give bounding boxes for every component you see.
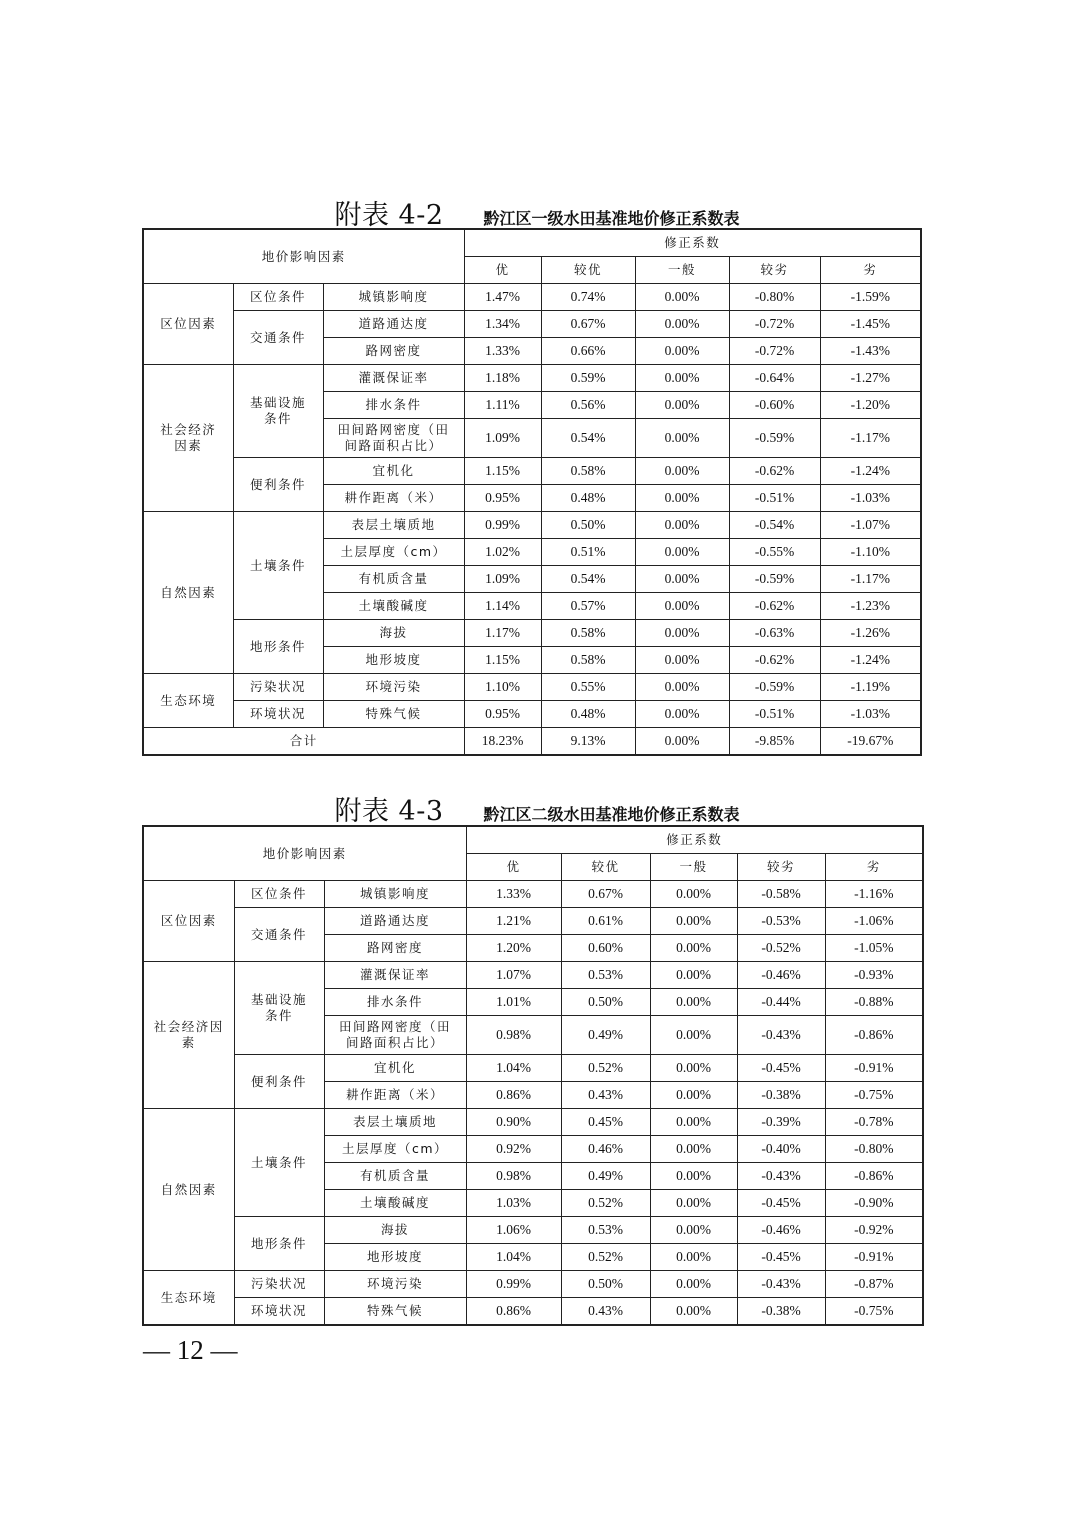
factor-name: 田间路网密度（田 间路面积占比）: [323, 419, 464, 458]
table-row: [143, 1055, 923, 1082]
coefficient-value: -0.59%: [729, 566, 820, 593]
header-factor: 地价影响因素: [143, 229, 464, 284]
coefficient-value: 0.00%: [650, 881, 737, 908]
coefficient-value: 0.00%: [650, 962, 737, 989]
factor-name: 灌溉保证率: [324, 962, 466, 989]
table-title-4-3: [0, 789, 1074, 828]
table-row: [143, 674, 921, 701]
coefficient-value: -0.59%: [729, 419, 820, 458]
coefficient-value: 0.00%: [635, 458, 729, 485]
coefficient-value: 1.14%: [464, 593, 541, 620]
factor-subgroup: 地形条件: [233, 620, 323, 674]
coefficient-value: -0.91%: [825, 1244, 923, 1271]
coefficient-value: 1.33%: [464, 338, 541, 365]
coefficient-value: 0.50%: [541, 512, 635, 539]
factor-name: 地形坡度: [324, 1244, 466, 1271]
coefficient-value: 0.67%: [541, 311, 635, 338]
coefficient-value: -0.87%: [825, 1271, 923, 1298]
factor-subgroup: 环境状况: [233, 701, 323, 728]
factor-name: 排水条件: [324, 989, 466, 1016]
coefficient-value: 0.00%: [650, 1055, 737, 1082]
coefficient-value: -0.44%: [737, 989, 825, 1016]
coefficient-value: -1.43%: [820, 338, 921, 365]
coefficient-value: 0.00%: [635, 701, 729, 728]
coefficient-value: -0.51%: [729, 701, 820, 728]
coefficient-value: -1.06%: [825, 908, 923, 935]
factor-name: 土壤酸碱度: [324, 1190, 466, 1217]
factor-name: 有机质含量: [324, 1163, 466, 1190]
coefficient-value: -0.62%: [729, 647, 820, 674]
coefficient-value: 0.00%: [635, 338, 729, 365]
coefficient-value: 0.00%: [650, 1163, 737, 1190]
coefficient-value: -0.52%: [737, 935, 825, 962]
coefficient-value: -0.38%: [737, 1082, 825, 1109]
coefficient-value: 0.00%: [635, 674, 729, 701]
factor-subgroup: 土壤条件: [234, 1109, 324, 1217]
coefficient-value: -0.80%: [729, 284, 820, 311]
factor-subgroup: 区位条件: [234, 881, 324, 908]
coefficient-value: 1.03%: [466, 1190, 561, 1217]
table-row: [143, 1109, 923, 1136]
coefficient-value: 0.00%: [635, 593, 729, 620]
coefficient-value: -0.63%: [729, 620, 820, 647]
table-row: [143, 1217, 923, 1244]
table-name: 黔江区二级水田基准地价修正系数表: [483, 805, 740, 824]
total-value: 18.23%: [464, 728, 541, 756]
coefficient-value: -0.55%: [729, 539, 820, 566]
coefficient-value: 0.86%: [466, 1082, 561, 1109]
factor-group: 社会经济因 素: [143, 962, 234, 1109]
coefficient-value: -0.92%: [825, 1217, 923, 1244]
coefficient-value: 0.54%: [541, 566, 635, 593]
factor-subgroup: 区位条件: [233, 284, 323, 311]
coefficient-value: 0.66%: [541, 338, 635, 365]
factor-name: 海拔: [323, 620, 464, 647]
coefficient-value: 0.51%: [541, 539, 635, 566]
header-factor: 地价影响因素: [143, 826, 466, 881]
table-number: 附表 4-3: [334, 796, 444, 827]
factor-name: 环境污染: [323, 674, 464, 701]
coefficient-value: 0.58%: [541, 620, 635, 647]
table-number: 附表 4-2: [334, 200, 444, 231]
coefficient-value: -1.26%: [820, 620, 921, 647]
coefficient-value: -1.45%: [820, 311, 921, 338]
coefficient-value: 0.58%: [541, 647, 635, 674]
coefficient-value: 0.52%: [561, 1244, 650, 1271]
factor-subgroup: 便利条件: [234, 1055, 324, 1109]
factor-subgroup: 污染状况: [233, 674, 323, 701]
coefficient-value: 0.61%: [561, 908, 650, 935]
factor-name: 土层厚度（cm）: [323, 539, 464, 566]
factor-name: 环境污染: [324, 1271, 466, 1298]
factor-subgroup: 土壤条件: [233, 512, 323, 620]
coefficient-value: 1.17%: [464, 620, 541, 647]
factor-name: 宜机化: [324, 1055, 466, 1082]
header-coefficient: 修正系数: [466, 826, 923, 854]
factor-name: 排水条件: [323, 392, 464, 419]
coefficient-value: 0.43%: [561, 1082, 650, 1109]
coefficient-value: 0.50%: [561, 989, 650, 1016]
coefficient-value: -0.72%: [729, 338, 820, 365]
coefficient-value: -0.45%: [737, 1055, 825, 1082]
factor-name: 特殊气候: [323, 701, 464, 728]
factor-name: 地形坡度: [323, 647, 464, 674]
coefficient-value: -0.93%: [825, 962, 923, 989]
coefficient-value: 0.46%: [561, 1136, 650, 1163]
coefficient-value: -0.43%: [737, 1016, 825, 1055]
header-coefficient: 修正系数: [464, 229, 921, 257]
coefficient-value: 0.00%: [650, 1136, 737, 1163]
coefficient-value: -1.05%: [825, 935, 923, 962]
header-level: 较优: [561, 854, 650, 881]
coefficient-value: 0.53%: [561, 1217, 650, 1244]
coefficient-value: 0.00%: [635, 539, 729, 566]
factor-name: 海拔: [324, 1217, 466, 1244]
coefficient-value: -0.40%: [737, 1136, 825, 1163]
coefficient-value: -0.46%: [737, 1217, 825, 1244]
coefficient-value: 0.00%: [635, 365, 729, 392]
coefficient-value: -0.39%: [737, 1109, 825, 1136]
factor-name: 田间路网密度（田 间路面积占比）: [324, 1016, 466, 1055]
coefficient-value: 0.95%: [464, 485, 541, 512]
coefficient-value: 0.00%: [650, 989, 737, 1016]
coefficient-value: 0.55%: [541, 674, 635, 701]
coefficient-value: 0.00%: [635, 311, 729, 338]
coefficient-value: 0.00%: [650, 1016, 737, 1055]
coefficient-value: 0.48%: [541, 485, 635, 512]
coefficient-value: -0.75%: [825, 1082, 923, 1109]
factor-name: 道路通达度: [324, 908, 466, 935]
table-row: [143, 908, 923, 935]
total-label: 合计: [143, 728, 464, 756]
factor-name: 特殊气候: [324, 1298, 466, 1326]
factor-subgroup: 基础设施 条件: [233, 365, 323, 458]
header-level: 一般: [635, 257, 729, 284]
coefficient-value: 0.99%: [464, 512, 541, 539]
factor-name: 城镇影响度: [324, 881, 466, 908]
coefficient-value: -1.24%: [820, 647, 921, 674]
coefficient-value: 1.15%: [464, 647, 541, 674]
factor-subgroup: 环境状况: [234, 1298, 324, 1326]
header-level: 优: [464, 257, 541, 284]
coefficient-value: 0.00%: [635, 512, 729, 539]
coefficient-value: 0.00%: [650, 1190, 737, 1217]
total-row: [143, 728, 921, 756]
table-row: [143, 458, 921, 485]
coefficient-value: 0.00%: [650, 1244, 737, 1271]
coefficient-value: 0.53%: [561, 962, 650, 989]
factor-subgroup: 污染状况: [234, 1271, 324, 1298]
coefficient-value: -1.03%: [820, 485, 921, 512]
coefficient-value: 0.00%: [650, 1298, 737, 1326]
coefficient-value: 0.52%: [561, 1055, 650, 1082]
coefficient-value: -0.58%: [737, 881, 825, 908]
coefficient-value: 0.92%: [466, 1136, 561, 1163]
coefficient-value: 1.18%: [464, 365, 541, 392]
coefficient-value: -0.64%: [729, 365, 820, 392]
factor-subgroup: 交通条件: [234, 908, 324, 962]
factor-group: 生态环境: [143, 1271, 234, 1326]
coefficient-value: -0.86%: [825, 1016, 923, 1055]
coefficient-value: 0.90%: [466, 1109, 561, 1136]
table-row: [143, 311, 921, 338]
coefficient-value: -1.17%: [820, 566, 921, 593]
coefficient-value: 0.00%: [635, 284, 729, 311]
coefficient-value: -0.80%: [825, 1136, 923, 1163]
coefficient-value: -1.17%: [820, 419, 921, 458]
coefficient-value: 0.48%: [541, 701, 635, 728]
coefficient-value: 0.00%: [650, 935, 737, 962]
coefficient-value: 0.43%: [561, 1298, 650, 1326]
table-row: [143, 284, 921, 311]
coefficient-value: 0.98%: [466, 1016, 561, 1055]
coefficient-value: 0.67%: [561, 881, 650, 908]
table-row: [143, 962, 923, 989]
coefficient-value: 0.00%: [650, 1271, 737, 1298]
total-value: 0.00%: [635, 728, 729, 756]
table-row: [143, 512, 921, 539]
table-row: [143, 620, 921, 647]
coefficient-value: 1.04%: [466, 1055, 561, 1082]
coefficient-value: 0.00%: [650, 1082, 737, 1109]
factor-name: 表层土壤质地: [324, 1109, 466, 1136]
coefficient-value: -0.91%: [825, 1055, 923, 1082]
page-number: — 12 —: [143, 1335, 238, 1365]
factor-group: 区位因素: [143, 881, 234, 962]
coefficient-value: -0.60%: [729, 392, 820, 419]
coefficient-value: 0.00%: [635, 419, 729, 458]
coefficient-value: -1.19%: [820, 674, 921, 701]
coefficient-value: 0.50%: [561, 1271, 650, 1298]
factor-group: 生态环境: [143, 674, 233, 728]
coefficient-table-4-3: [142, 825, 924, 1326]
coefficient-value: -1.23%: [820, 593, 921, 620]
coefficient-value: -0.59%: [729, 674, 820, 701]
coefficient-value: 1.09%: [464, 419, 541, 458]
header-level: 较劣: [729, 257, 820, 284]
factor-subgroup: 便利条件: [233, 458, 323, 512]
factor-name: 城镇影响度: [323, 284, 464, 311]
coefficient-value: -0.62%: [729, 458, 820, 485]
coefficient-value: 1.20%: [466, 935, 561, 962]
coefficient-value: 0.00%: [650, 1109, 737, 1136]
coefficient-value: -0.45%: [737, 1190, 825, 1217]
coefficient-value: 1.07%: [466, 962, 561, 989]
header-level: 劣: [825, 854, 923, 881]
coefficient-value: 1.21%: [466, 908, 561, 935]
header-level: 劣: [820, 257, 921, 284]
factor-name: 耕作距离（米）: [323, 485, 464, 512]
header-level: 较优: [541, 257, 635, 284]
coefficient-value: 1.34%: [464, 311, 541, 338]
coefficient-value: -1.03%: [820, 701, 921, 728]
coefficient-value: 0.00%: [635, 647, 729, 674]
table-row: [143, 701, 921, 728]
coefficient-value: -1.20%: [820, 392, 921, 419]
coefficient-value: 0.00%: [650, 1217, 737, 1244]
coefficient-value: -0.78%: [825, 1109, 923, 1136]
total-value: -19.67%: [820, 728, 921, 756]
coefficient-value: -0.72%: [729, 311, 820, 338]
header-level: 优: [466, 854, 561, 881]
coefficient-value: 0.00%: [635, 485, 729, 512]
coefficient-value: -0.51%: [729, 485, 820, 512]
coefficient-value: -0.38%: [737, 1298, 825, 1326]
coefficient-value: 0.59%: [541, 365, 635, 392]
total-value: 9.13%: [541, 728, 635, 756]
coefficient-value: -0.43%: [737, 1163, 825, 1190]
coefficient-value: 1.11%: [464, 392, 541, 419]
factor-name: 土层厚度（cm）: [324, 1136, 466, 1163]
factor-name: 土壤酸碱度: [323, 593, 464, 620]
factor-group: 社会经济 因素: [143, 365, 233, 512]
factor-group: 区位因素: [143, 284, 233, 365]
factor-subgroup: 基础设施 条件: [234, 962, 324, 1055]
coefficient-value: 0.45%: [561, 1109, 650, 1136]
factor-subgroup: 地形条件: [234, 1217, 324, 1271]
coefficient-value: 0.00%: [635, 392, 729, 419]
header-row: [143, 229, 921, 257]
factor-name: 道路通达度: [323, 311, 464, 338]
coefficient-value: 0.95%: [464, 701, 541, 728]
coefficient-value: 0.49%: [561, 1016, 650, 1055]
coefficient-value: 0.00%: [650, 908, 737, 935]
coefficient-value: 0.54%: [541, 419, 635, 458]
coefficient-value: -0.45%: [737, 1244, 825, 1271]
coefficient-value: -0.88%: [825, 989, 923, 1016]
coefficient-value: -0.75%: [825, 1298, 923, 1326]
factor-name: 耕作距离（米）: [324, 1082, 466, 1109]
coefficient-value: 1.02%: [464, 539, 541, 566]
coefficient-value: 1.04%: [466, 1244, 561, 1271]
coefficient-value: 0.58%: [541, 458, 635, 485]
header-level: 一般: [650, 854, 737, 881]
coefficient-value: -1.16%: [825, 881, 923, 908]
coefficient-value: 0.99%: [466, 1271, 561, 1298]
coefficient-value: -0.53%: [737, 908, 825, 935]
factor-name: 灌溉保证率: [323, 365, 464, 392]
coefficient-value: 0.60%: [561, 935, 650, 962]
coefficient-value: -1.24%: [820, 458, 921, 485]
coefficient-value: 0.56%: [541, 392, 635, 419]
factor-name: 宜机化: [323, 458, 464, 485]
header-level: 较劣: [737, 854, 825, 881]
coefficient-value: -0.86%: [825, 1163, 923, 1190]
coefficient-value: -0.54%: [729, 512, 820, 539]
coefficient-value: 1.01%: [466, 989, 561, 1016]
coefficient-value: 0.52%: [561, 1190, 650, 1217]
coefficient-value: 0.00%: [635, 620, 729, 647]
coefficient-value: 1.47%: [464, 284, 541, 311]
table-row: [143, 365, 921, 392]
total-value: -9.85%: [729, 728, 820, 756]
table-name: 黔江区一级水田基准地价修正系数表: [483, 209, 740, 228]
coefficient-value: -0.62%: [729, 593, 820, 620]
coefficient-value: 0.86%: [466, 1298, 561, 1326]
factor-name: 有机质含量: [323, 566, 464, 593]
coefficient-table-4-2: [142, 228, 922, 756]
coefficient-value: -1.59%: [820, 284, 921, 311]
coefficient-value: -0.43%: [737, 1271, 825, 1298]
factor-group: 自然因素: [143, 1109, 234, 1271]
header-row: [143, 826, 923, 854]
coefficient-value: 0.00%: [635, 566, 729, 593]
factor-name: 路网密度: [323, 338, 464, 365]
coefficient-value: 1.15%: [464, 458, 541, 485]
table-row: [143, 881, 923, 908]
coefficient-value: -0.90%: [825, 1190, 923, 1217]
factor-name: 表层土壤质地: [323, 512, 464, 539]
coefficient-value: 1.06%: [466, 1217, 561, 1244]
coefficient-value: -0.46%: [737, 962, 825, 989]
coefficient-value: -1.07%: [820, 512, 921, 539]
table-title-4-2: [0, 193, 1074, 232]
coefficient-value: -1.10%: [820, 539, 921, 566]
coefficient-value: 0.49%: [561, 1163, 650, 1190]
table-row: [143, 1271, 923, 1298]
factor-group: 自然因素: [143, 512, 233, 674]
coefficient-value: 0.98%: [466, 1163, 561, 1190]
coefficient-value: 1.10%: [464, 674, 541, 701]
table-row: [143, 1298, 923, 1326]
factor-name: 路网密度: [324, 935, 466, 962]
coefficient-value: -1.27%: [820, 365, 921, 392]
coefficient-value: 0.74%: [541, 284, 635, 311]
coefficient-value: 1.09%: [464, 566, 541, 593]
coefficient-value: 1.33%: [466, 881, 561, 908]
factor-subgroup: 交通条件: [233, 311, 323, 365]
coefficient-value: 0.57%: [541, 593, 635, 620]
